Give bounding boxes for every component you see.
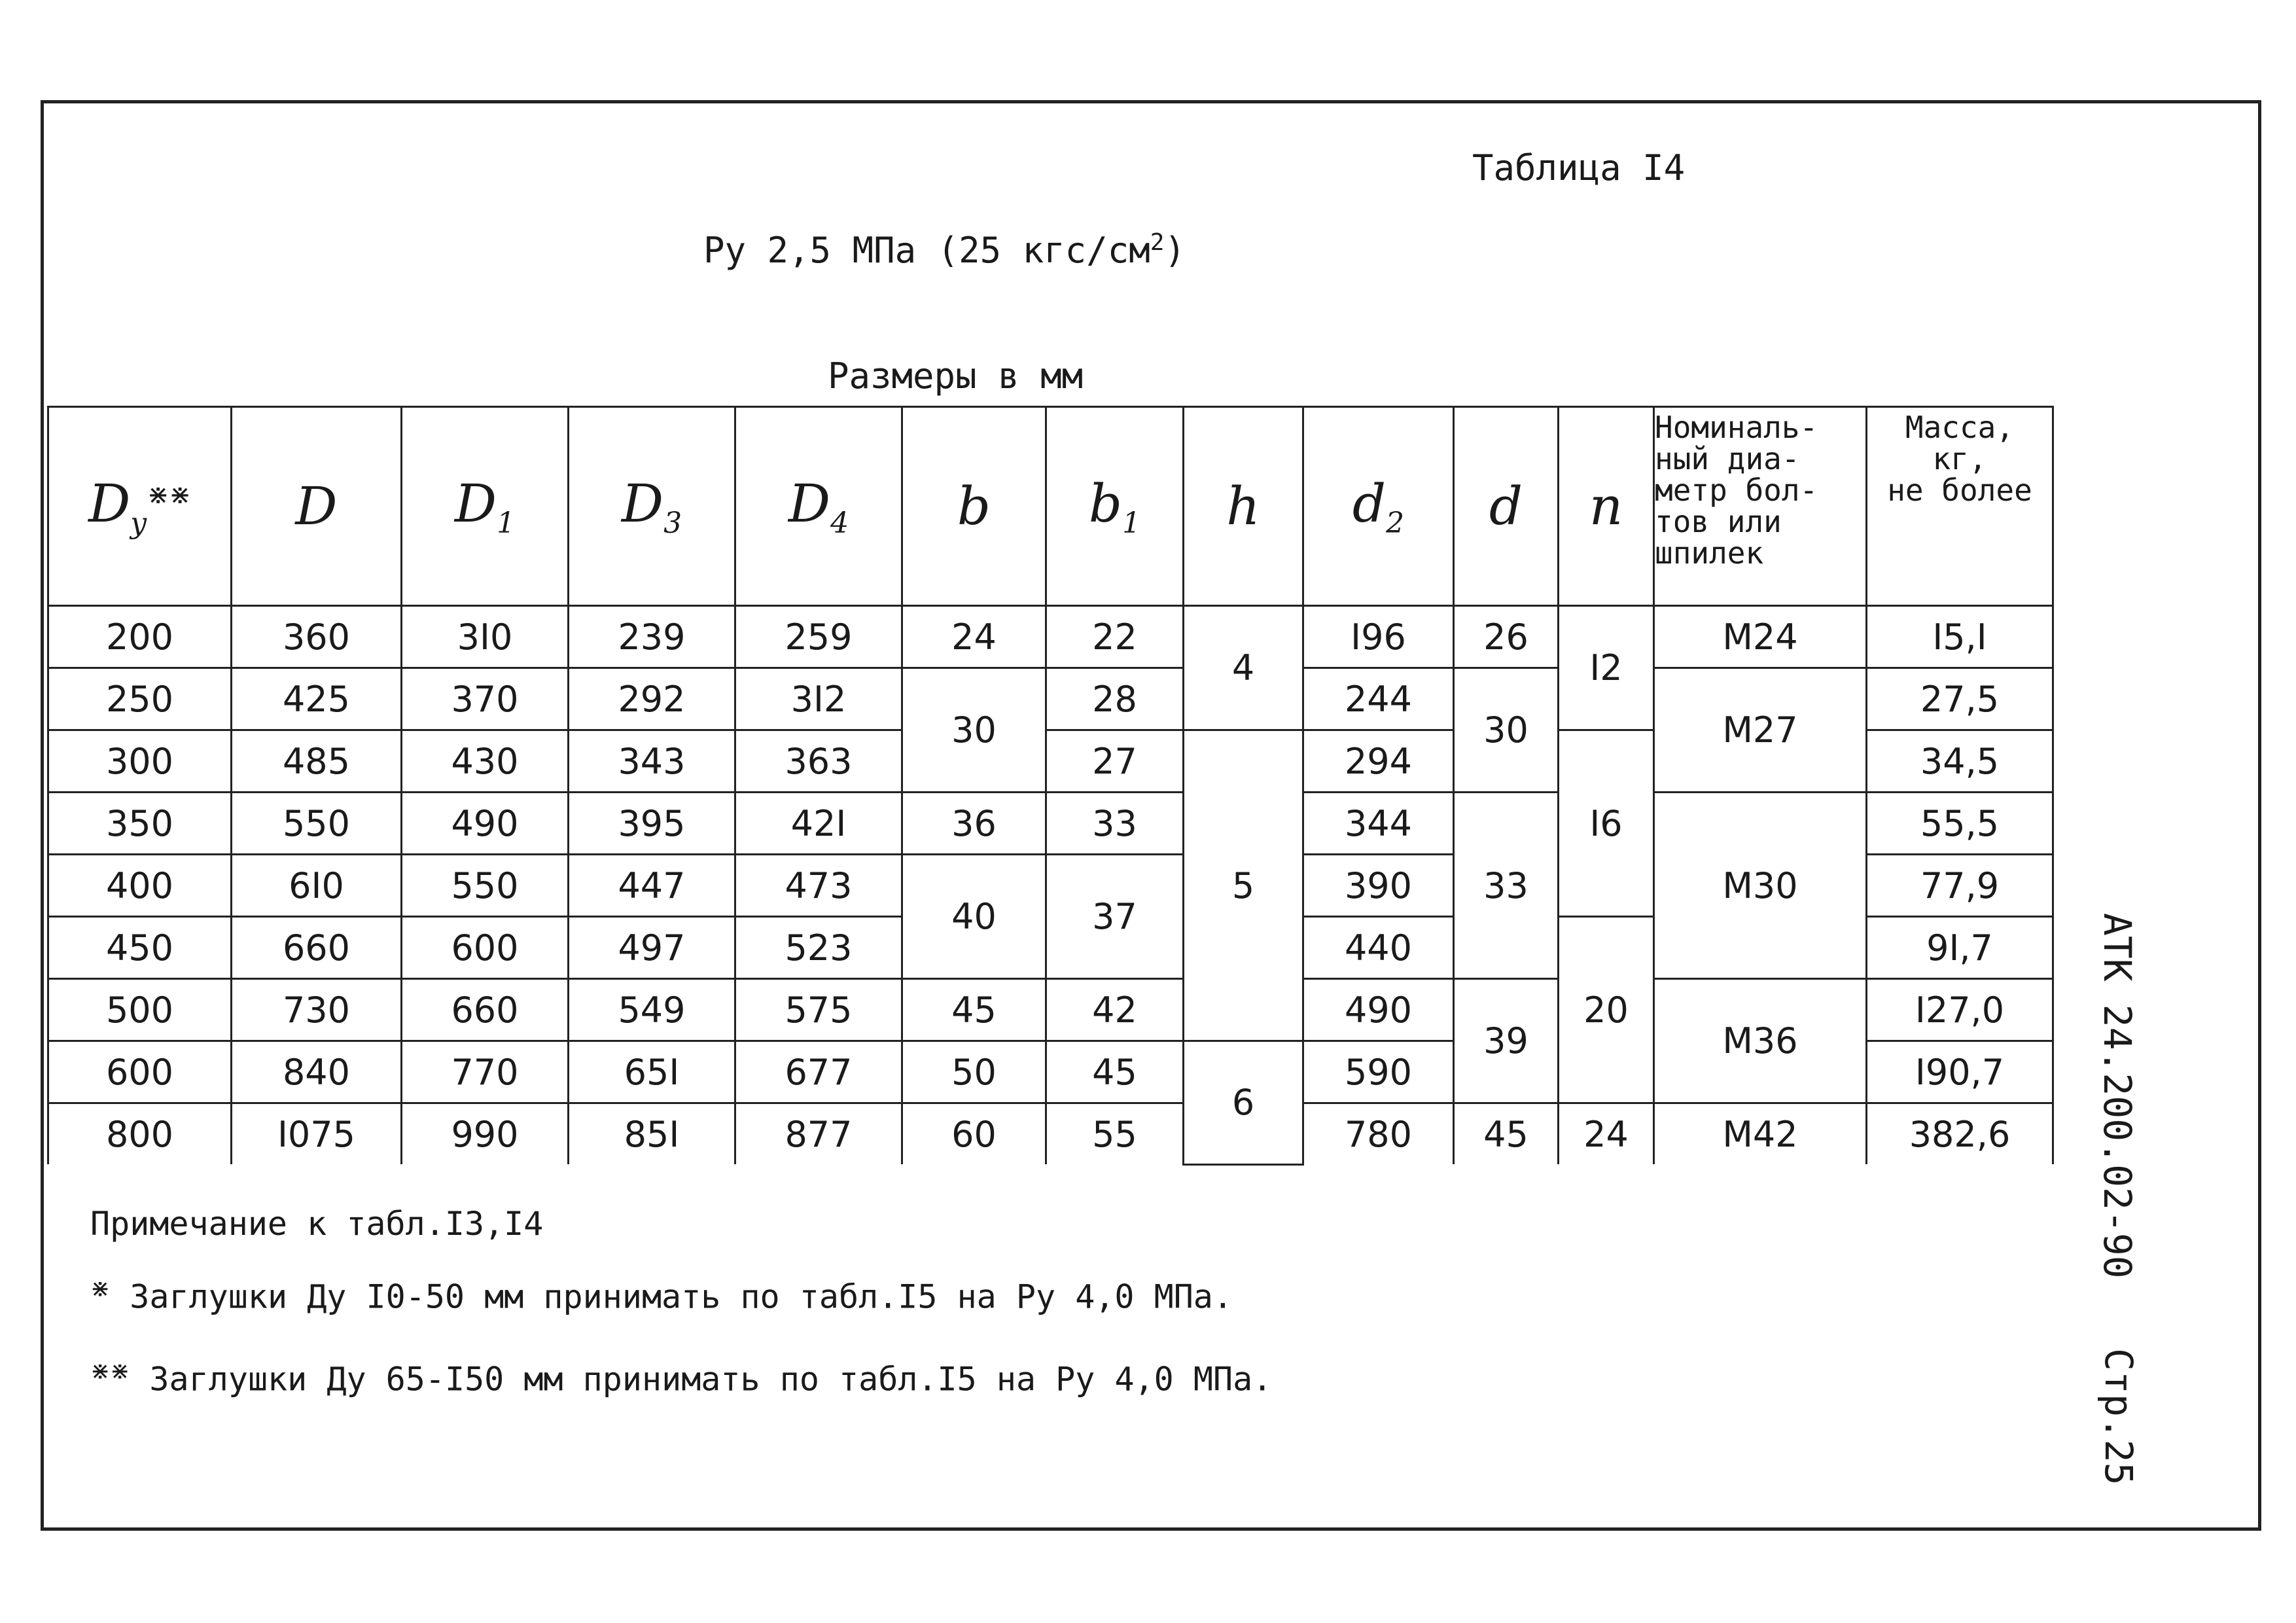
cell: 45	[1454, 1103, 1559, 1165]
pressure-label: Ру 2,5 МПа (25 кгс/$см^2$)	[703, 229, 1186, 271]
cell: I075	[232, 1103, 402, 1165]
cell: 60	[902, 1103, 1046, 1165]
cell: 55	[1046, 1103, 1184, 1165]
cell: 250	[48, 668, 232, 730]
cell: 360	[232, 606, 402, 668]
table-row	[48, 606, 2053, 668]
cell: 400	[48, 855, 232, 917]
col-mass: Масса, кг, не более	[1867, 407, 2053, 606]
header-row	[48, 407, 2053, 606]
cell: 430	[402, 730, 569, 793]
cell: 343	[569, 730, 735, 793]
cell: 244	[1303, 668, 1454, 730]
col-b: b	[902, 407, 1046, 606]
table-row	[48, 1103, 2053, 1165]
cell: I2	[1559, 606, 1654, 730]
cell: 37	[1046, 855, 1184, 979]
cell: 33	[1454, 793, 1559, 979]
cell: 9I,7	[1867, 917, 2053, 979]
cell: 22	[1046, 606, 1184, 668]
cell: 55,5	[1867, 793, 2053, 855]
cell: 6	[1184, 1041, 1303, 1165]
cell: 490	[402, 793, 569, 855]
cell: 200	[48, 606, 232, 668]
cell: М30	[1654, 793, 1867, 979]
cell: 77,9	[1867, 855, 2053, 917]
cell: 780	[1303, 1103, 1454, 1165]
cell: 395	[569, 793, 735, 855]
cell: 300	[48, 730, 232, 793]
cell: 40	[902, 855, 1046, 979]
notes-heading: Примечание к табл.I3,I4	[90, 1205, 544, 1243]
note-1: ⋇ Заглушки Ду I0-50 мм принимать по табл.I5 на Ру 4,0 МПа.	[90, 1275, 1233, 1316]
table-title: Таблица I4	[1472, 147, 1686, 188]
cell: 27,5	[1867, 668, 2053, 730]
cell: 27	[1046, 730, 1184, 793]
col-bolt: Номиналь- ный диа- метр бол- тов или шпилек	[1654, 407, 1867, 606]
cell: I5,I	[1867, 606, 2053, 668]
cell: 3I2	[735, 668, 902, 730]
cell: I6	[1559, 730, 1654, 917]
cell: 550	[232, 793, 402, 855]
cell: 447	[569, 855, 735, 917]
table-row	[48, 979, 2053, 1041]
cell: 425	[232, 668, 402, 730]
cell: 259	[735, 606, 902, 668]
cell: 677	[735, 1041, 902, 1103]
cell: 36	[902, 793, 1046, 855]
cell: 550	[402, 855, 569, 917]
cell: М36	[1654, 979, 1867, 1103]
cell: М24	[1654, 606, 1867, 668]
cell: 30	[902, 668, 1046, 793]
cell: 33	[1046, 793, 1184, 855]
cell: 24	[902, 606, 1046, 668]
col-b1: $b_1$	[1046, 407, 1184, 606]
cell: 5	[1184, 730, 1303, 1041]
cell: 497	[569, 917, 735, 979]
cell: 450	[48, 917, 232, 979]
col-D3: $D_3$	[569, 407, 735, 606]
cell: 440	[1303, 917, 1454, 979]
cell: 294	[1303, 730, 1454, 793]
cell: I27,0	[1867, 979, 2053, 1041]
units-label: Размеры в мм	[828, 355, 1084, 397]
document-code: АТК 24.200.02-90	[2095, 913, 2140, 1279]
cell: М42	[1654, 1103, 1867, 1165]
cell: 45	[902, 979, 1046, 1041]
cell: 549	[569, 979, 735, 1041]
cell: 490	[1303, 979, 1454, 1041]
cell: 34,5	[1867, 730, 2053, 793]
cell: 800	[48, 1103, 232, 1165]
cell: 770	[402, 1041, 569, 1103]
col-D: D	[232, 407, 402, 606]
cell: 485	[232, 730, 402, 793]
col-d: d	[1454, 407, 1559, 606]
cell: 39	[1454, 979, 1559, 1103]
col-dy: $D_у^{⋇⋇}$	[48, 407, 232, 606]
cell: 344	[1303, 793, 1454, 855]
cell: 65I	[569, 1041, 735, 1103]
cell: 590	[1303, 1041, 1454, 1103]
cell: 292	[569, 668, 735, 730]
cell: 6I0	[232, 855, 402, 917]
cell: I96	[1303, 606, 1454, 668]
cell: 239	[569, 606, 735, 668]
cell: 50	[902, 1041, 1046, 1103]
cell: 730	[232, 979, 402, 1041]
col-d2: $d_2$	[1303, 407, 1454, 606]
cell: 523	[735, 917, 902, 979]
cell: 20	[1559, 917, 1654, 1103]
col-D4: $D_4$	[735, 407, 902, 606]
cell: 350	[48, 793, 232, 855]
cell: 24	[1559, 1103, 1654, 1165]
cell: 370	[402, 668, 569, 730]
cell: 4	[1184, 606, 1303, 730]
cell: 390	[1303, 855, 1454, 917]
notes	[90, 1191, 1272, 1412]
cell: 840	[232, 1041, 402, 1103]
cell: 600	[48, 1041, 232, 1103]
cell: 990	[402, 1103, 569, 1165]
cell: 26	[1454, 606, 1559, 668]
cell: 600	[402, 917, 569, 979]
cell: 473	[735, 855, 902, 917]
cell: 30	[1454, 668, 1559, 793]
cell: 363	[735, 730, 902, 793]
cell: М27	[1654, 668, 1867, 793]
cell: 877	[735, 1103, 902, 1165]
cell: 42	[1046, 979, 1184, 1041]
cell: 3I0	[402, 606, 569, 668]
cell: 575	[735, 979, 902, 1041]
col-D1: $D_1$	[402, 407, 569, 606]
cell: 382,6	[1867, 1103, 2053, 1165]
col-h: h	[1184, 407, 1303, 606]
cell: 45	[1046, 1041, 1184, 1103]
dimensions-table	[47, 406, 2054, 1166]
page-number: Стр.25	[2096, 1348, 2141, 1486]
table-row	[48, 793, 2053, 855]
cell: 42I	[735, 793, 902, 855]
col-n: n	[1559, 407, 1654, 606]
table-row	[48, 668, 2053, 730]
note-2: ⋇⋇ Заглушки Ду 65-I50 мм принимать по табл.I5 на Ру 4,0 МПа.	[90, 1357, 1273, 1399]
cell: I90,7	[1867, 1041, 2053, 1103]
cell: 660	[402, 979, 569, 1041]
cell: 660	[232, 917, 402, 979]
cell: 500	[48, 979, 232, 1041]
cell: 28	[1046, 668, 1184, 730]
cell: 85I	[569, 1103, 735, 1165]
